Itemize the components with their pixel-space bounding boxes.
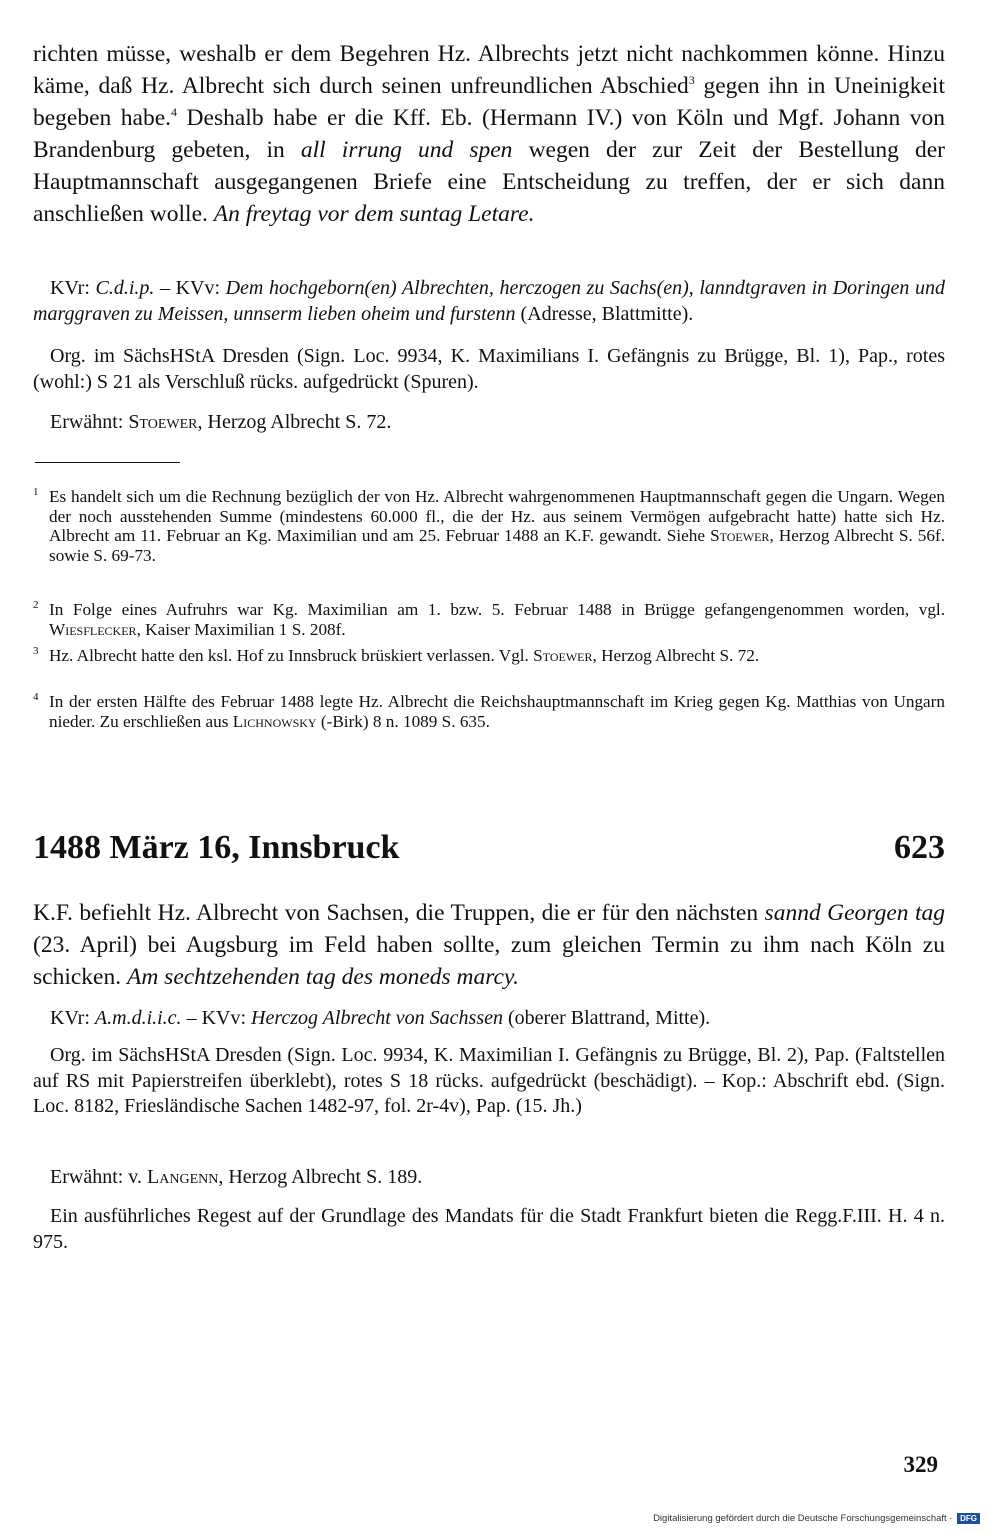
footnote-mark: 4 [33,691,39,703]
footnote-divider [35,462,180,463]
doc623-dating: Am sechtzehenden tag des moneds marcy. [126,964,519,990]
footnote-ref-3: 3 [688,73,695,88]
footnote-4 [33,692,945,731]
mention-label: Erwähnt: v. [50,1166,148,1188]
footnote-text: Hz. Albrecht hatte den ksl. Hof zu Innsbruck brüskiert verlassen. Vgl. [49,646,534,665]
doc622-line-2: könne. Hinzu käme, daß Hz. Albrecht sich durch seinen unfreundlichen Abschied [33,41,945,99]
footnote-3 [33,646,945,666]
doc623-body [33,897,945,993]
footnote-author: Stoewer [533,646,593,665]
footnote-text: In der ersten Hälfte des Februar 1488 legte Hz. Albrecht die Reichshauptmannschaft im Krieg gegen Kg. Matthias von Ungarn nieder. Zu erschließen aus [49,692,945,731]
page-number: 329 [903,1452,938,1477]
footnote-ref-4: 4 [171,105,178,120]
doc623-heading [33,826,945,870]
mention-ref: , Herzog Albrecht S. 189. [218,1166,423,1188]
kvr-text: C.d.i.p. [95,277,155,299]
kvr-label: KVr: [50,1007,95,1029]
footnote-author: Lichnowsky [232,711,317,731]
kvv-label: – KVv: [154,277,226,299]
doc622-original: Org. im SächsHStA Dresden (Sign. Loc. 9934, K. Maximilians I. Gefängnis zu Brügge, Bl. 1), Pap., rotes (wohl:) S 21 als Verschluß rücks. aufgedrückt (Spuren). [33,345,945,393]
footer-text: Digitalisierung gefördert durch die Deutsche Forschungsgemeinschaft · [653,1513,956,1525]
doc622-line-1: richten müsse, weshalb er dem Begehren Hz. Albrechts jetzt nicht nachkommen [33,41,808,67]
kvr-text: A.m.d.i.i.c. [94,1007,182,1029]
mention-author: Stoewer [128,411,198,433]
doc623-regest: Ein ausführliches Regest auf der Grundlage des Mandats für die Stadt Frankfurt bieten die Regg.F.III. H. 4 n. 975. [33,1205,945,1253]
footnote-ref: , Herzog Albrecht S. 56f. sowie S. 69-73. [49,526,945,565]
footnote-mark: 1 [33,486,39,498]
doc623-text-2: (23. April) bei Augsburg im Feld haben sollte, zum gleichen Termin zu ihm nach Köln zu schicken. [33,932,945,990]
doc623-kvr [33,1006,945,1032]
kvv-note: (Adresse, Blattmitte). [515,302,694,325]
kvv-text: Dem hochgeborn(en) Albrechten, herczogen zu Sachs(en), lanndtgraven in Doringen und marggraven zu Meissen, unnserm lieben oheim und furstenn [33,277,945,325]
footnote-text: Es handelt sich um die Rechnung bezüglich der von Hz. Albrecht wahrgenommenen Hauptmannschaft gegen die Ungarn. Wegen der noch ausstehenden Summe (mindestens 60.000 fl., die der Hz. aus seinem Vermögen aufgebracht hatte) hatte sich Hz. Albrecht am 11. Februar an Kg. Maximilian und am 25. Februar 1488 an K.F. gewandt. Siehe [49,487,945,546]
footnote-author: Wiesflecker [49,619,137,639]
kvv-text: Herczog Albrecht von Sachssen [251,1007,503,1029]
footnote-text: In Folge eines Aufruhrs war Kg. Maximilian am 1. bzw. 5. Februar 1488 in Brügge gefangengenommen worden, vgl. [49,600,945,619]
doc622-line-5: wegen der zur Zeit der Bestellung der Hauptmannschaft ausgegangenen Briefe eine Entscheidung zu treffen, der er sich dann anschließen wolle. [33,137,946,227]
mention-author: Langenn [147,1166,219,1188]
doc622-line-3a: gegen ihn in Uneinigkeit begeben habe. [33,73,945,131]
footnote-ref: , Kaiser Maximilian 1 S. 208f. [136,619,346,639]
mention-ref: , Herzog Albrecht S. 72. [197,411,392,433]
doc622-body [33,38,945,230]
doc622-dating: An freytag vor dem suntag Letare. [213,201,535,227]
doc622-line-3b: Deshalb habe er die Kff. Eb. (Hermann [177,105,578,131]
footnote-author: Stoewer [710,526,770,546]
mention-label: Erwähnt: [50,411,129,433]
doc622-mention [33,410,945,436]
doc623-mention [33,1165,945,1191]
footnote-mark: 3 [33,645,39,657]
doc623-date-place: 1488 März 16, Innsbruck [33,829,400,866]
funding-footer [653,1513,980,1524]
dfg-logo: DFG [957,1513,980,1524]
kvv-label: – KVv: [181,1007,252,1029]
doc623-number: 623 [894,829,945,866]
kvr-label: KVr: [50,277,96,299]
doc623-text: K.F. befiehlt Hz. Albrecht von Sachsen, die Truppen, die er für den nächsten [33,900,765,926]
doc623-quote: sannd Georgen tag [764,900,946,926]
footnote-ref: (-Birk) 8 n. 1089 S. 635. [316,711,490,731]
doc622-line-4: IV.) von Köln und Mgf. Johann von Brandenburg gebeten, in [33,105,946,163]
footnote-mark: 2 [33,599,39,611]
footnote-2 [33,600,945,639]
footnote-ref: , Herzog Albrecht S. 72. [592,646,760,665]
doc622-quote: all irrung und spen [300,137,513,163]
kvv-note: (oberer Blattrand, Mitte). [503,1007,711,1029]
footnote-1 [33,487,945,565]
doc623-original: Org. im SächsHStA Dresden (Sign. Loc. 9934, K. Maximilian I. Gefängnis zu Brügge, Bl. 2), Pap. (Faltstellen auf RS mit Papierstreifen überklebt), rotes S 18 rücks. aufgedrückt (beschädigt). – Kop.: Abschrift ebd. (Sign. Loc. 8182, Friesländische Sachen 1482-97, fol. 2r-4v), Pap. (15. Jh.) [33,1044,945,1117]
doc622-kvr [33,276,945,327]
